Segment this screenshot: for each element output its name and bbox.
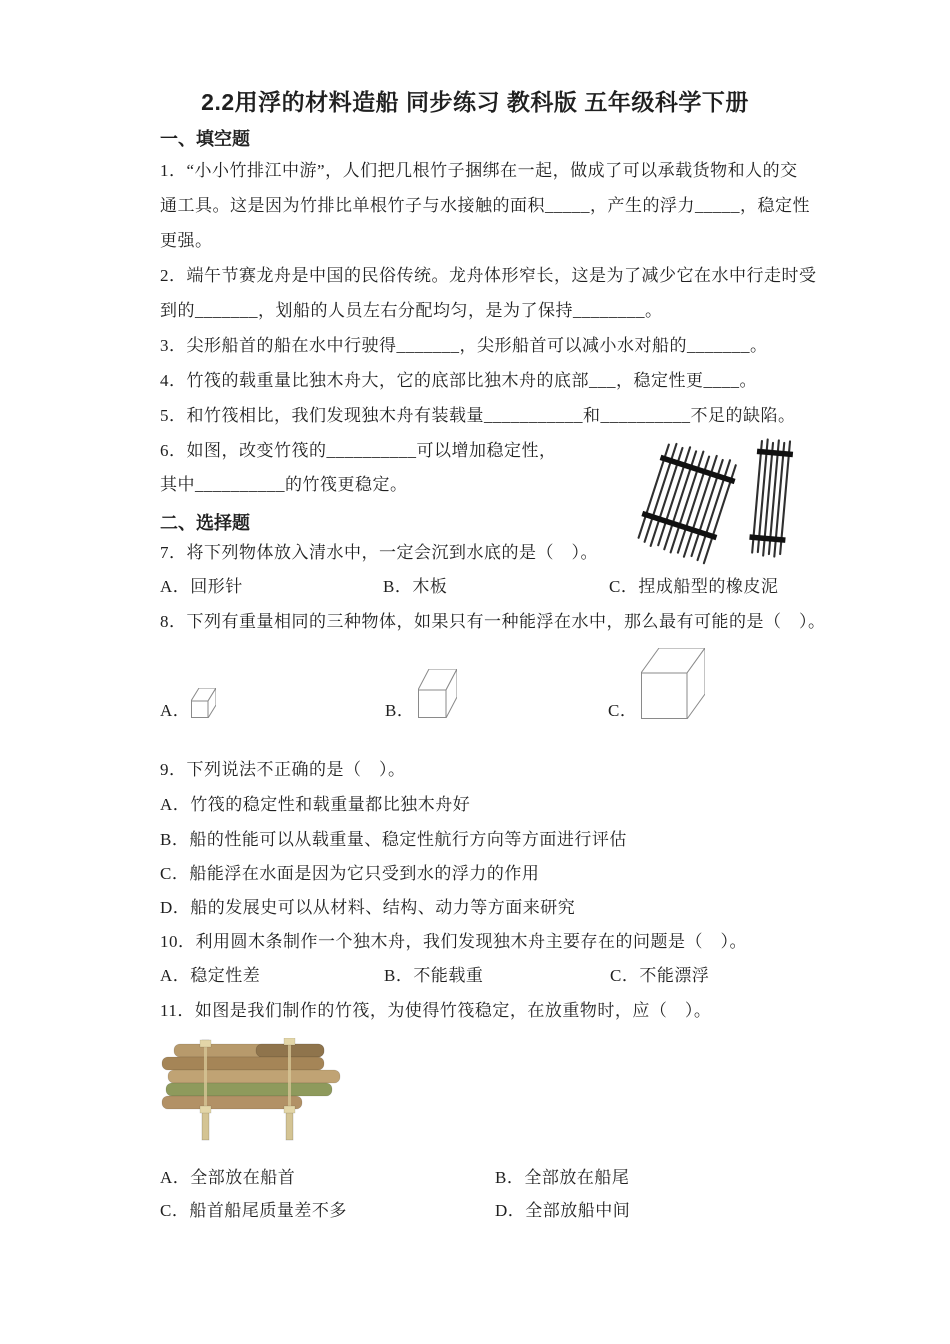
section-2-heading: 二、选择题	[160, 513, 250, 533]
q7-line: 7．将下列物体放入清水中，一定会沉到水底的是（ ）。	[160, 543, 598, 562]
q1-line-1: 1．“小小竹排江中游”，人们把几根竹子捆绑在一起，做成了可以承载货物和人的交	[160, 161, 798, 180]
q11-option-a: A．全部放在船首	[160, 1168, 296, 1187]
q9-option-b: B．船的性能可以从载重量、稳定性航行方向等方面进行评估	[160, 830, 627, 849]
q4-line: 4．竹筏的载重量比独木舟大，它的底部比独木舟的底部___，稳定性更____。	[160, 371, 757, 390]
q8-option-b-label: B．	[385, 701, 415, 720]
q8-option-c-label: C．	[608, 701, 638, 720]
q11-line: 11．如图是我们制作的竹筏，为使得竹筏稳定，在放重物时，应（ ）。	[160, 1001, 712, 1020]
q2-line-1: 2．端午节赛龙舟是中国的民俗传统。龙舟体形窄长，这是为了减少它在水中行走时受	[160, 266, 817, 285]
q7-option-b: B．木板	[383, 577, 448, 596]
q9-option-d: D．船的发展史可以从材料、结构、动力等方面来研究	[160, 898, 576, 917]
q1-line-2: 通工具。这是因为竹排比单根竹子与水接触的面积_____，产生的浮力_____，稳定性	[160, 196, 810, 215]
q5-line: 5．和竹筏相比，我们发现独木舟有装载量___________和__________不足的缺陷。	[160, 406, 796, 425]
q8-option-a-label: A．	[160, 701, 191, 720]
q11-option-d: D．全部放船中间	[495, 1201, 631, 1220]
q7-option-a: A．回形针	[160, 577, 243, 596]
cube-medium-figure	[418, 669, 457, 718]
q1-line-3: 更强。	[160, 231, 213, 250]
q9-line: 9．下列说法不正确的是（ ）。	[160, 760, 406, 779]
q9-option-a: A．竹筏的稳定性和载重量都比独木舟好	[160, 795, 471, 814]
q11-option-b: B．全部放在船尾	[495, 1168, 630, 1187]
q6-line-1: 6．如图，改变竹筏的__________可以增加稳定性，	[160, 441, 557, 460]
q10-option-b: B．不能载重	[384, 966, 484, 985]
q6-line-2: 其中__________的竹筏更稳定。	[160, 475, 408, 494]
page-title: 2.2用浮的材料造船 同步练习 教科版 五年级科学下册	[201, 89, 749, 115]
q8-line: 8．下列有重量相同的三种物体，如果只有一种能浮在水中，那么最有可能的是（ ）。	[160, 612, 826, 631]
q10-option-a: A．稳定性差	[160, 966, 261, 985]
q7-option-c: C．捏成船型的橡皮泥	[609, 577, 779, 596]
q2-line-2: 到的_______，划船的人员左右分配均匀，是为了保持________。	[160, 301, 663, 320]
bamboo-raft-photo	[158, 1038, 342, 1142]
q11-option-c: C．船首船尾质量差不多	[160, 1201, 347, 1220]
q10-option-c: C．不能漂浮	[610, 966, 710, 985]
q3-line: 3．尖形船首的船在水中行驶得_______，尖形船首可以减小水对船的_______。	[160, 336, 768, 355]
q10-line: 10．利用圆木条制作一个独木舟，我们发现独木舟主要存在的问题是（ ）。	[160, 932, 747, 951]
cube-small-figure	[191, 688, 216, 718]
cube-large-figure	[641, 648, 705, 719]
bamboo-rafts-illustration	[628, 434, 812, 570]
q9-option-c: C．船能浮在水面是因为它只受到水的浮力的作用	[160, 864, 540, 883]
section-1-heading: 一、填空题	[160, 129, 250, 149]
